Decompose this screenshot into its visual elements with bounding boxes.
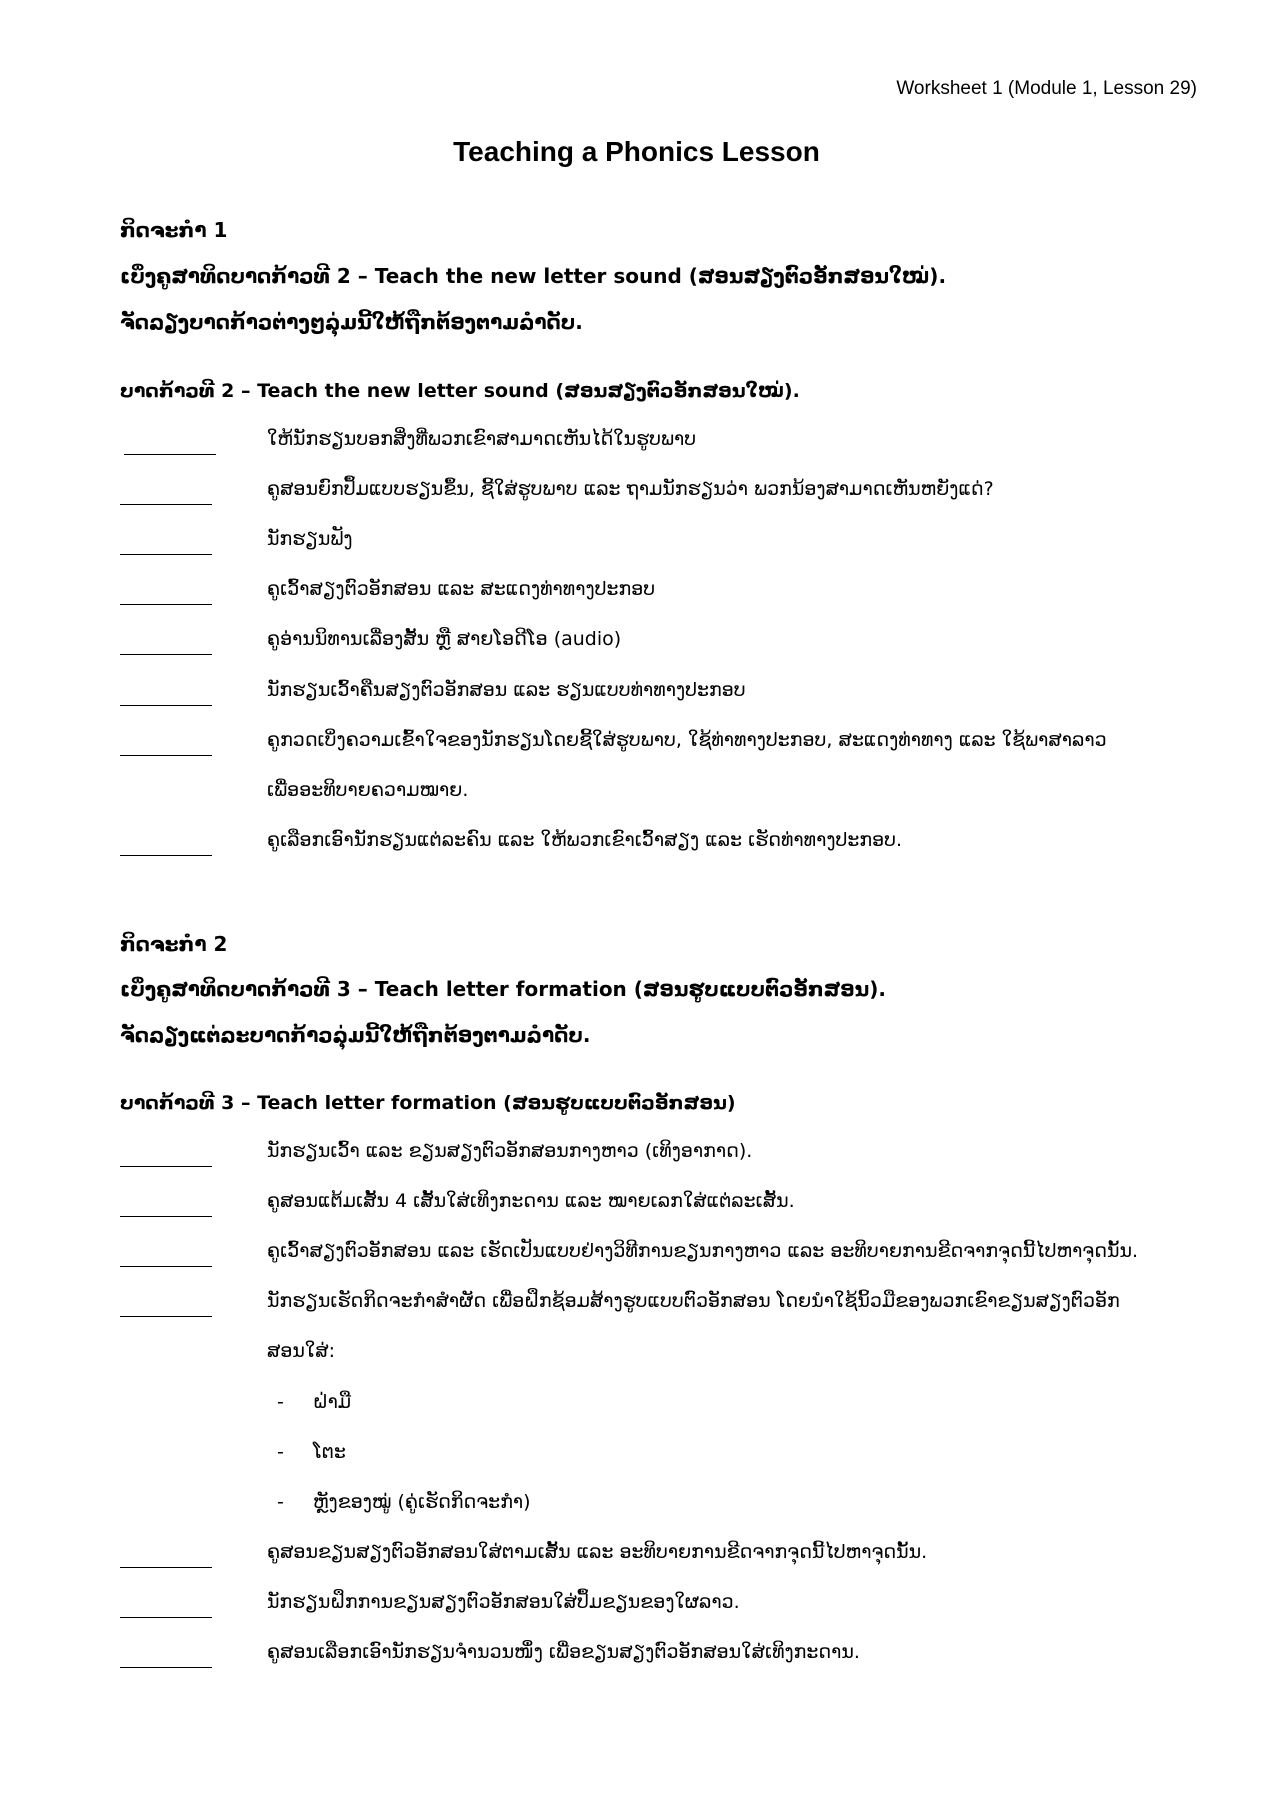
step-item-text: ຄູເລືອກເອົານັກຮຽນແຕ່ລະຄົນ ແລະ ໃຫ້ພວກເຂົາເວົ້າສຽງ ແລະ ເຮັດທ່າທາງປະກອບ. [267, 829, 903, 851]
activity-1-row [120, 478, 1220, 508]
step-2-heading: ບາດກ້າວທີ 2 – Teach the new letter sound (ສອນສຽງຕົວອັກສອນໃໝ່). [120, 380, 800, 402]
step-item-text: ຄູອ່ານນິທານເລື່ອງສັ້ນ ຫຼື ສາຍໂອດີໂອ (audio) [267, 628, 622, 650]
activity-2-row [120, 1541, 1220, 1571]
answer-blank[interactable] [120, 628, 212, 655]
step-item-text: ຄູສອນເລືອກເອົານັກຮຽນຈຳນວນໜຶ່ງ ເພື່ອຂຽນສຽງຕົວອັກສອນໃສ່ເທິງກະດານ. [267, 1641, 860, 1663]
activity-2-row [120, 1641, 1220, 1671]
step-item-continuation: ເພື່ອອະທິບາຍຄວາມໝາຍ. [267, 779, 469, 801]
answer-blank[interactable] [120, 1290, 212, 1317]
activity-1-instruction-2: ຈັດລຽງບາດກ້າວຕ່າງໆລຸ່ມນີ້ໃຫ້ຖືກຕ້ອງຕາມລຳດັບ. [120, 310, 583, 334]
sub-list-item [277, 1491, 531, 1513]
sub-list-item [277, 1391, 351, 1413]
sub-list-text: ຫຼັງຂອງໝູ່ (ຄູ່ເຮັດກິດຈະກຳ) [313, 1491, 531, 1513]
answer-blank[interactable] [120, 1140, 212, 1167]
worksheet-label: Worksheet 1 (Module 1, Lesson 29) [896, 78, 1197, 99]
sub-list-dash: - [277, 1391, 284, 1413]
step-item-text: ນັກຮຽນຝຶກການຂຽນສຽງຕົວອັກສອນໃສ່ປຶ້ມຂຽນຂອງໃຜລາວ. [267, 1591, 740, 1613]
sub-list-text: ໂຕະ [313, 1441, 346, 1463]
activity-1-label: ກິດຈະກຳ 1 [120, 218, 228, 242]
activity-2-row [120, 1290, 1220, 1320]
step-item-text: ຄູເວົ້າສຽງຕົວອັກສອນ ແລະ ເຮັດເປັນແບບຢ່າງວິທີການຂຽນກາງຫາວ ແລະ ອະທິບາຍການຂີດຈາກຈຸດນີ້ໄປຫາຈຸດນັ້ນ. [267, 1240, 1139, 1262]
activity-2-instruction-2: ຈັດລຽງແຕ່ລະບາດກ້າວລຸ່ມນີ້ໃຫ້ຖືກຕ້ອງຕາມລຳດັບ. [120, 1023, 591, 1047]
step-3-heading: ບາດກ້າວທີ 3 – Teach letter formation (ສອນຮູບແບບຕົວອັກສອນ) [120, 1092, 736, 1114]
answer-blank[interactable] [120, 729, 212, 756]
activity-2-row [120, 1190, 1220, 1220]
activity-1-row [120, 628, 1220, 658]
step-item-text: ຄູເວົ້າສຽງຕົວອັກສອນ ແລະ ສະແດງທ່າທາງປະກອບ [267, 578, 656, 600]
activity-1-row [120, 829, 1220, 859]
sub-list-dash: - [277, 1491, 284, 1513]
step-item-text: ຄູສອນແຕ້ມເສັ້ນ 4 ເສັ້ນໃສ່ເທິງກະດານ ແລະ ໝາຍເລກໃສ່ແຕ່ລະເສັ້ນ. [267, 1190, 795, 1212]
activity-2-row [120, 1591, 1220, 1621]
activity-1-row [120, 528, 1220, 558]
step-item-continuation: ສອນໃສ່: [267, 1340, 336, 1362]
activity-2-row [120, 1140, 1220, 1170]
answer-blank[interactable] [120, 829, 212, 856]
activity-1-row [120, 578, 1220, 608]
answer-blank[interactable] [120, 679, 212, 706]
activity-1-row [120, 679, 1220, 709]
step-item-text: ຄູສອນຍົກປຶ້ມແບບຮຽນຂຶ້ນ, ຊີ້ໃສ່ຮູບພາບ ແລະ ຖາມນັກຮຽນວ່າ ພວກນ້ອງສາມາດເຫັນຫຍັງແດ່? [267, 478, 994, 500]
page-title: Teaching a Phonics Lesson [453, 136, 820, 167]
answer-blank[interactable] [120, 528, 212, 555]
sub-list-dash: - [277, 1441, 284, 1463]
answer-blank[interactable] [120, 1641, 212, 1668]
step-item-text: ນັກຮຽນເວົ້າຄືນສຽງຕົວອັກສອນ ແລະ ຮຽນແບບທ່າທາງປະກອບ [267, 679, 746, 701]
sub-list-text: ຝ່າມື [313, 1391, 352, 1413]
answer-blank[interactable] [120, 578, 212, 605]
answer-blank[interactable] [120, 478, 212, 505]
activity-2-label: ກິດຈະກຳ 2 [120, 932, 228, 956]
step-item-text: ນັກຮຽນເວົ້າ ແລະ ຂຽນສຽງຕົວອັກສອນກາງຫາວ (ເທິງອາກາດ). [267, 1140, 753, 1162]
sub-list-item [277, 1441, 346, 1463]
answer-blank[interactable] [120, 1240, 212, 1267]
step-item-text: ນັກຮຽນເຮັດກິດຈະກຳສຳຜັດ ເພື່ອຝຶກຊ້ອມສ້າງຮູບແບບຕົວອັກສອນ ໂດຍນຳໃຊ້ນິ້ວມືຂອງພວກເຂົາຂຽນສຽງຕົວອັກ [267, 1290, 1120, 1312]
activity-2-row [120, 1240, 1220, 1270]
answer-blank[interactable] [120, 1591, 212, 1618]
step-item-text: ນັກຮຽນຟັງ [267, 528, 353, 550]
step-item-text: ໃຫ້ນັກຮຽນບອກສິ່ງທີ່ພວກເຂົາສາມາດເຫັນໄດ້ໃນຮູບພາບ [267, 428, 697, 450]
answer-blank[interactable] [120, 1190, 212, 1217]
activity-2-instruction-1: ເບິ່ງຄູສາທິດບາດກ້າວທີ 3 – Teach letter formation (ສອນຮູບແບບຕົວອັກສອນ). [120, 977, 887, 1001]
answer-blank[interactable] [120, 1541, 212, 1568]
step-item-text: ຄູກວດເບິ່ງຄວາມເຂົ້າໃຈຂອງນັກຮຽນໂດຍຊີ້ໃສ່ຮູບພາບ, ໃຊ້ທ່າທາງປະກອບ, ສະແດງທ່າທາງ ແລະ ໃຊ້ພາສາລາວ [267, 729, 1107, 751]
answer-blank[interactable] [124, 428, 216, 455]
activity-1-instruction-1: ເບິ່ງຄູສາທິດບາດກ້າວທີ 2 – Teach the new letter sound (ສອນສຽງຕົວອັກສອນໃໝ່). [120, 264, 947, 288]
activity-1-row [120, 729, 1220, 759]
activity-1-row [120, 428, 1220, 458]
step-item-text: ຄູສອນຂຽນສຽງຕົວອັກສອນໃສ່ຕາມເສັ້ນ ແລະ ອະທິບາຍການຂີດຈາກຈຸດນີ້ໄປຫາຈຸດນັ້ນ. [267, 1541, 928, 1563]
